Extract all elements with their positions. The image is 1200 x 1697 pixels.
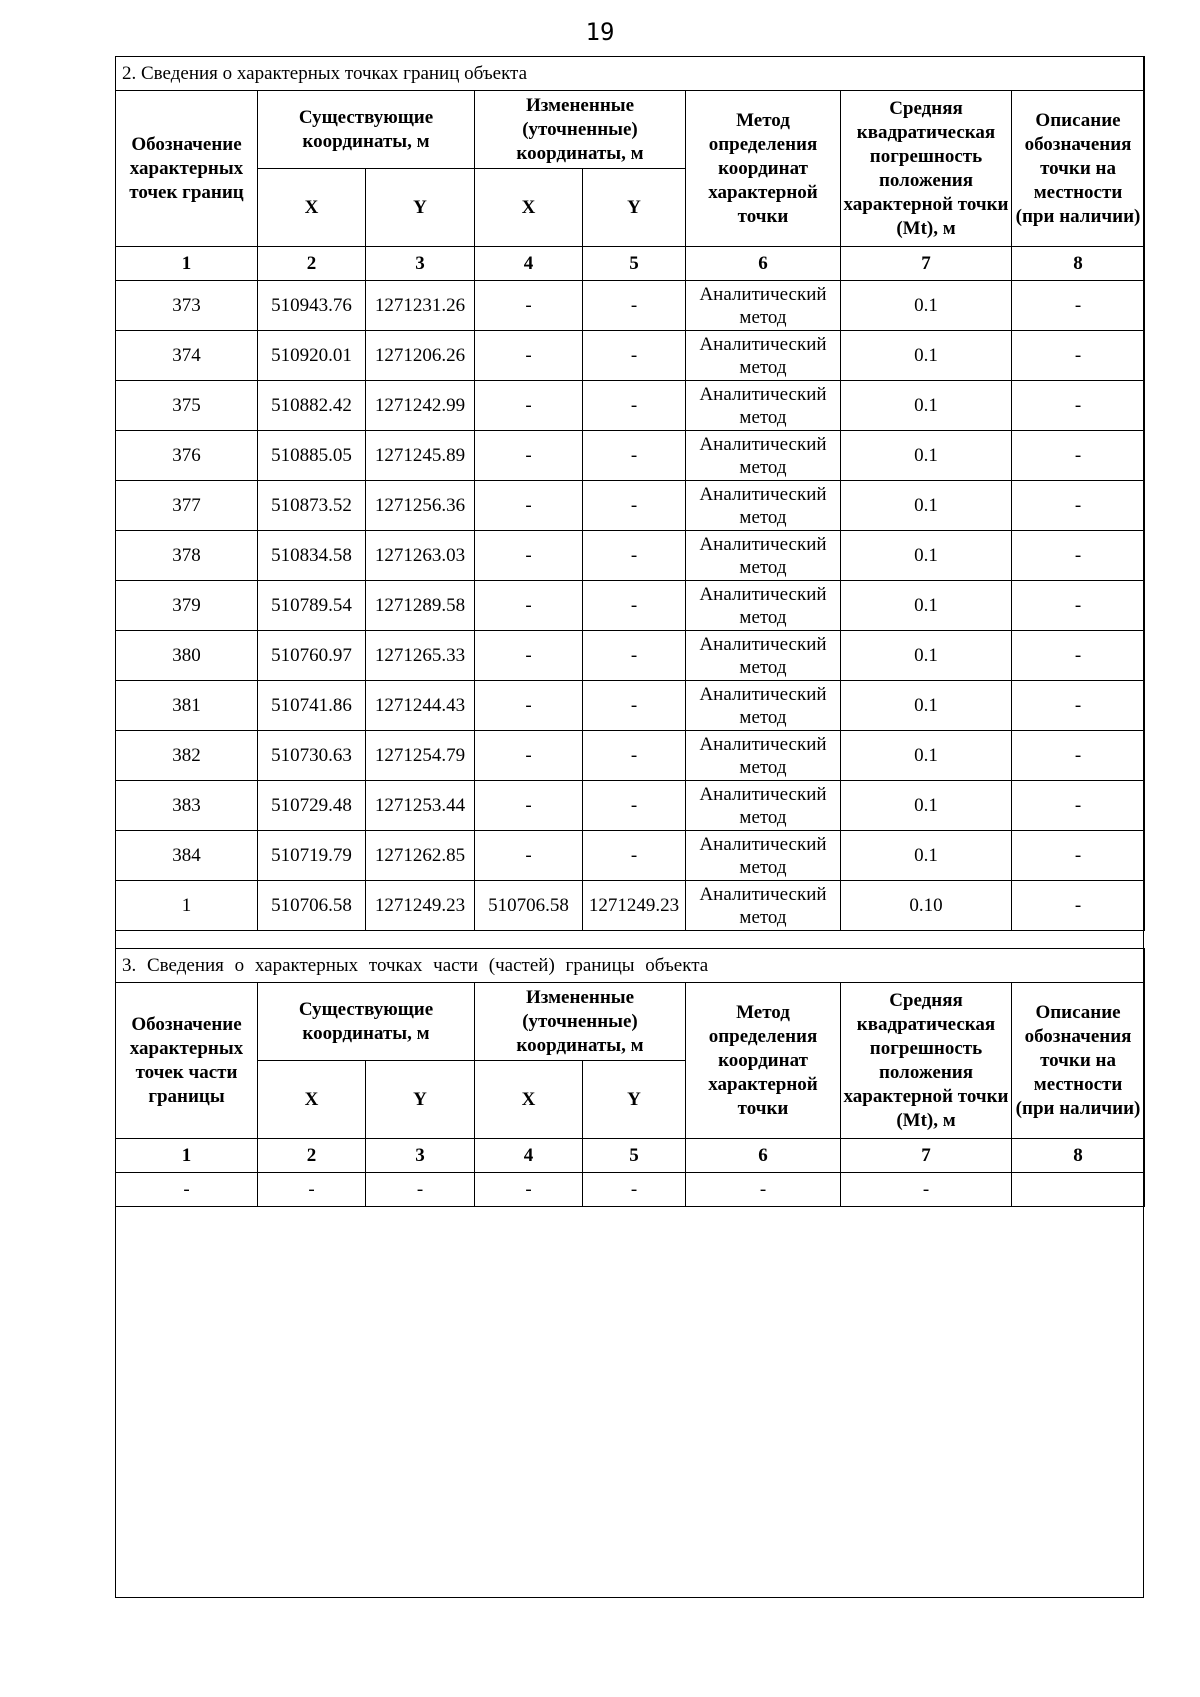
header-designation: Обозначение характерных точек части границы — [116, 983, 258, 1139]
coord-y: 1271253.44 — [366, 781, 475, 831]
mt-cell: 0.1 — [841, 281, 1012, 331]
coord-x: 510943.76 — [258, 281, 366, 331]
coord-y-changed: - — [583, 431, 686, 481]
point-id: 384 — [116, 831, 258, 881]
column-number: 8 — [1012, 1139, 1145, 1173]
point-id: 378 — [116, 531, 258, 581]
description-cell: - — [1012, 831, 1145, 881]
coord-y-changed: - — [583, 281, 686, 331]
point-id: 377 — [116, 481, 258, 531]
coord-y: 1271254.79 — [366, 731, 475, 781]
method-cell: Аналитический метод — [686, 831, 841, 881]
coord-y: 1271263.03 — [366, 531, 475, 581]
coord-x: 510706.58 — [258, 881, 366, 931]
coord-y-changed: - — [583, 1173, 686, 1207]
description-cell: - — [1012, 631, 1145, 681]
table-row — [116, 681, 1145, 731]
header-description: Описание обозначения точки на местности (при наличии) — [1012, 91, 1145, 247]
header-x-changed: X — [475, 1061, 583, 1139]
coord-y-changed: - — [583, 331, 686, 381]
header-designation: Обозначение характерных точек границ — [116, 91, 258, 247]
coord-x: 510730.63 — [258, 731, 366, 781]
coord-y-changed: - — [583, 381, 686, 431]
coord-y: 1271262.85 — [366, 831, 475, 881]
coord-x-changed: - — [475, 531, 583, 581]
coord-x-changed: - — [475, 481, 583, 531]
column-number: 6 — [686, 247, 841, 281]
mt-cell: 0.1 — [841, 331, 1012, 381]
table-row — [116, 881, 1145, 931]
header-x: X — [258, 1061, 366, 1139]
coord-x-changed: - — [475, 631, 583, 681]
column-number: 2 — [258, 1139, 366, 1173]
description-cell: - — [1012, 431, 1145, 481]
mt-cell: 0.1 — [841, 481, 1012, 531]
table-row — [116, 831, 1145, 881]
column-number: 1 — [116, 247, 258, 281]
coord-x: 510920.01 — [258, 331, 366, 381]
method-cell: Аналитический метод — [686, 481, 841, 531]
coord-x: 510729.48 — [258, 781, 366, 831]
column-number: 5 — [583, 1139, 686, 1173]
coord-y-changed: - — [583, 781, 686, 831]
column-number: 1 — [116, 1139, 258, 1173]
column-number: 7 — [841, 1139, 1012, 1173]
coord-y: - — [366, 1173, 475, 1207]
description-cell — [1012, 1173, 1145, 1207]
coord-y-changed: - — [583, 731, 686, 781]
description-cell: - — [1012, 531, 1145, 581]
description-cell: - — [1012, 481, 1145, 531]
coord-x: - — [258, 1173, 366, 1207]
coord-y: 1271206.26 — [366, 331, 475, 381]
section3-title: 3. Сведения о характерных точках части (частей) границы объекта — [116, 949, 1145, 983]
coord-x-changed: - — [475, 681, 583, 731]
coord-x: 510760.97 — [258, 631, 366, 681]
coord-y-changed: - — [583, 481, 686, 531]
coord-x-changed: - — [475, 1173, 583, 1207]
header-y-changed: Y — [583, 1061, 686, 1139]
coord-y: 1271231.26 — [366, 281, 475, 331]
header-y: Y — [366, 1061, 475, 1139]
point-id: 1 — [116, 881, 258, 931]
point-id: - — [116, 1173, 258, 1207]
mt-cell: 0.1 — [841, 781, 1012, 831]
header-x-changed: X — [475, 169, 583, 247]
column-number: 8 — [1012, 247, 1145, 281]
table-row — [116, 281, 1145, 331]
coord-y: 1271265.33 — [366, 631, 475, 681]
coord-y: 1271242.99 — [366, 381, 475, 431]
table-row — [116, 631, 1145, 681]
point-id: 380 — [116, 631, 258, 681]
coord-y-changed: - — [583, 831, 686, 881]
coord-x: 510834.58 — [258, 531, 366, 581]
mt-cell: 0.10 — [841, 881, 1012, 931]
coord-x: 510882.42 — [258, 381, 366, 431]
header-existing-coords: Существующие координаты, м — [258, 91, 475, 169]
table-row — [116, 531, 1145, 581]
header-method: Метод определения координат характерной точки — [686, 91, 841, 247]
header-method: Метод определения координат характерной точки — [686, 983, 841, 1139]
method-cell: Аналитический метод — [686, 281, 841, 331]
column-number: 5 — [583, 247, 686, 281]
column-number: 7 — [841, 247, 1012, 281]
header-changed-coords: Измененные (уточненные) координаты, м — [475, 91, 686, 169]
coord-y: 1271245.89 — [366, 431, 475, 481]
coord-x-changed: - — [475, 331, 583, 381]
point-id: 375 — [116, 381, 258, 431]
section2-table — [115, 56, 1145, 931]
coord-x: 510885.05 — [258, 431, 366, 481]
table-row — [116, 381, 1145, 431]
mt-cell: 0.1 — [841, 681, 1012, 731]
method-cell: Аналитический метод — [686, 781, 841, 831]
coord-x-changed: - — [475, 781, 583, 831]
point-id: 376 — [116, 431, 258, 481]
method-cell: Аналитический метод — [686, 381, 841, 431]
coord-x-changed: - — [475, 581, 583, 631]
header-changed-coords: Измененные (уточненные) координаты, м — [475, 983, 686, 1061]
coord-x-changed: - — [475, 731, 583, 781]
table-row — [116, 481, 1145, 531]
coord-y-changed: - — [583, 531, 686, 581]
description-cell: - — [1012, 781, 1145, 831]
column-number: 3 — [366, 247, 475, 281]
coord-y: 1271256.36 — [366, 481, 475, 531]
table-row — [116, 781, 1145, 831]
mt-cell: 0.1 — [841, 631, 1012, 681]
coord-x-changed: - — [475, 381, 583, 431]
coord-y-changed: - — [583, 681, 686, 731]
coord-y-changed: - — [583, 631, 686, 681]
section2-title: 2. Сведения о характерных точках границ объекта — [116, 57, 1145, 91]
point-id: 381 — [116, 681, 258, 731]
point-id: 383 — [116, 781, 258, 831]
coord-x: 510719.79 — [258, 831, 366, 881]
method-cell: Аналитический метод — [686, 431, 841, 481]
table-row — [116, 1173, 1145, 1207]
column-number: 4 — [475, 247, 583, 281]
mt-cell: - — [841, 1173, 1012, 1207]
header-error: Средняя квадратическая погрешность положения характерной точки (Mt), м — [841, 91, 1012, 247]
header-y: Y — [366, 169, 475, 247]
mt-cell: 0.1 — [841, 381, 1012, 431]
column-number: 4 — [475, 1139, 583, 1173]
coord-y: 1271249.23 — [366, 881, 475, 931]
header-x: X — [258, 169, 366, 247]
description-cell: - — [1012, 331, 1145, 381]
method-cell: Аналитический метод — [686, 531, 841, 581]
coord-x: 510789.54 — [258, 581, 366, 631]
section3-table — [115, 948, 1145, 1207]
table-row — [116, 331, 1145, 381]
description-cell: - — [1012, 731, 1145, 781]
method-cell: Аналитический метод — [686, 331, 841, 381]
point-id: 382 — [116, 731, 258, 781]
coord-x-changed: - — [475, 431, 583, 481]
point-id: 373 — [116, 281, 258, 331]
coord-y: 1271244.43 — [366, 681, 475, 731]
coord-x-changed: - — [475, 281, 583, 331]
mt-cell: 0.1 — [841, 831, 1012, 881]
header-error: Средняя квадратическая погрешность положения характерной точки (Mt), м — [841, 983, 1012, 1139]
method-cell: Аналитический метод — [686, 631, 841, 681]
mt-cell: 0.1 — [841, 431, 1012, 481]
header-description: Описание обозначения точки на местности (при наличии) — [1012, 983, 1145, 1139]
method-cell: Аналитический метод — [686, 681, 841, 731]
method-cell: Аналитический метод — [686, 581, 841, 631]
method-cell: Аналитический метод — [686, 731, 841, 781]
coord-y-changed: 1271249.23 — [583, 881, 686, 931]
column-number: 6 — [686, 1139, 841, 1173]
description-cell: - — [1012, 881, 1145, 931]
header-y-changed: Y — [583, 169, 686, 247]
mt-cell: 0.1 — [841, 581, 1012, 631]
table-row — [116, 731, 1145, 781]
method-cell: - — [686, 1173, 841, 1207]
description-cell: - — [1012, 581, 1145, 631]
point-id: 379 — [116, 581, 258, 631]
coord-y: 1271289.58 — [366, 581, 475, 631]
coord-x: 510741.86 — [258, 681, 366, 731]
column-number: 2 — [258, 247, 366, 281]
table-row — [116, 581, 1145, 631]
method-cell: Аналитический метод — [686, 881, 841, 931]
column-number: 3 — [366, 1139, 475, 1173]
mt-cell: 0.1 — [841, 531, 1012, 581]
table-row — [116, 431, 1145, 481]
coord-x-changed: - — [475, 831, 583, 881]
header-existing-coords: Существующие координаты, м — [258, 983, 475, 1061]
coord-x-changed: 510706.58 — [475, 881, 583, 931]
coord-x: 510873.52 — [258, 481, 366, 531]
description-cell: - — [1012, 681, 1145, 731]
page-number: 19 — [585, 18, 615, 46]
mt-cell: 0.1 — [841, 731, 1012, 781]
coord-y-changed: - — [583, 581, 686, 631]
description-cell: - — [1012, 381, 1145, 431]
description-cell: - — [1012, 281, 1145, 331]
point-id: 374 — [116, 331, 258, 381]
